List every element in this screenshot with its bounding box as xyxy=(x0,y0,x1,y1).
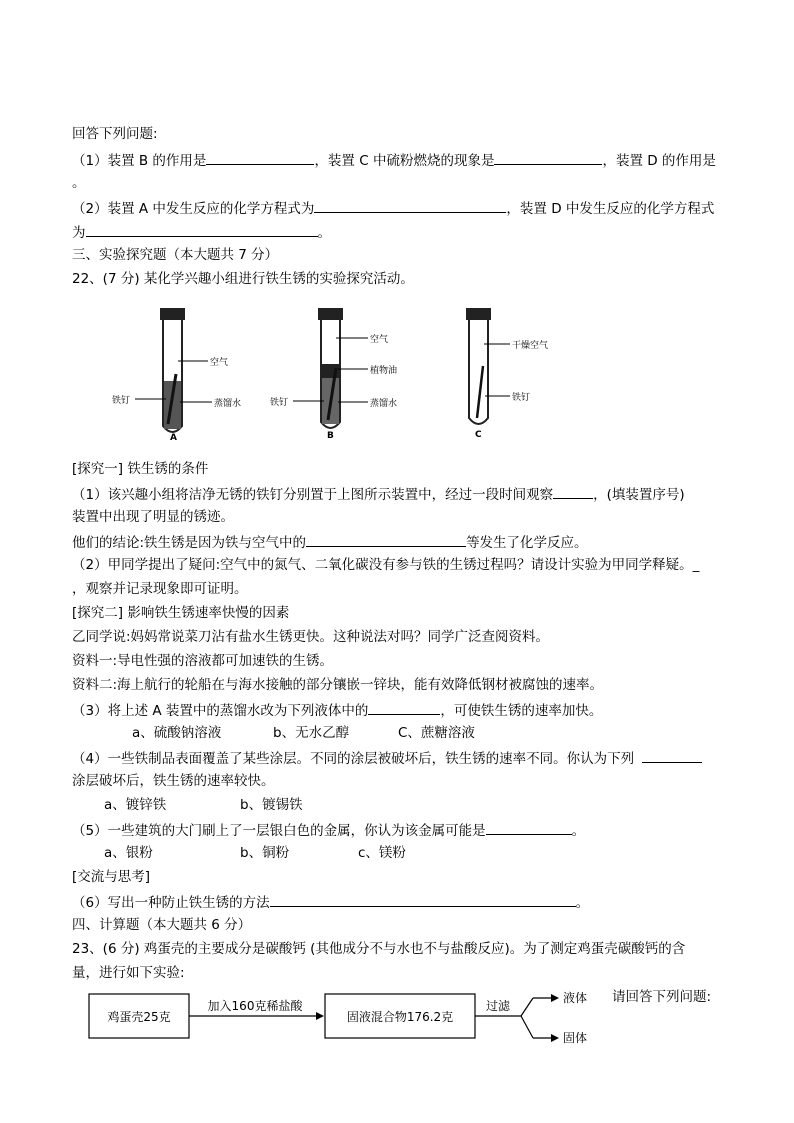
answer-blank[interactable] xyxy=(314,198,506,213)
answer-blank[interactable] xyxy=(486,820,572,835)
tube-a-water-label: 蒸馏水 xyxy=(214,399,242,409)
q4-option-b: b、镀锡铁 xyxy=(240,797,303,813)
flow-output-solid: 固体 xyxy=(563,1031,588,1045)
flow-box-eggshell-label: 鸡蛋壳25克 xyxy=(107,1010,171,1024)
conclusion-line: 他们的结论:铁生锈是因为铁与空气中的 等发生了化学反应。 xyxy=(72,532,588,552)
q22-intro: 22、(7 分) 某化学兴趣小组进行铁生锈的实验探究活动。 xyxy=(72,271,414,287)
flow-box-mixture-label: 固液混合物176.2克 xyxy=(346,1010,454,1024)
section3-title: 三、实验探究题（本大题共 7 分） xyxy=(72,247,279,263)
tube-a xyxy=(112,308,241,443)
tube-c-nail-label: 铁钉 xyxy=(512,393,531,403)
explore1-heading: [探究一] 铁生锈的条件 xyxy=(72,461,209,477)
q3-option-b: b、无水乙醇 xyxy=(273,725,350,741)
q23-intro: 23、(6 分) 鸡蛋壳的主要成分是碳酸钙 (其他成分不与水也不与盐酸反应)。为了测定鸡蛋壳碳酸钙的含 xyxy=(72,941,686,957)
q3-line: （3）将上述 A 装置中的蒸馏水改为下列液体中的 ，可使铁生锈的速率加快。 xyxy=(72,700,602,720)
tube-c-letter: C xyxy=(475,430,482,440)
exchange-heading: [交流与思考] xyxy=(72,869,151,885)
q5-line: （5）一些建筑的大门刷上了一层银白色的金属，你认为该金属可能是 。 xyxy=(72,820,585,840)
explore1-q2-cont: ，观察并记录现象即可证明。 xyxy=(72,581,248,597)
q5-option-a: a、银粉 xyxy=(104,845,153,861)
reference-1: 资料一:导电性强的溶液都可加速铁的生锈。 xyxy=(72,653,334,669)
q21-intro: 回答下列问题: xyxy=(72,126,158,142)
tube-c-air-label: 干燥空气 xyxy=(512,341,549,351)
q21-part1-end: 。 xyxy=(72,175,86,191)
tube-a-air-label: 空气 xyxy=(210,358,229,368)
answer-blank[interactable] xyxy=(368,700,440,715)
tube-b-water-label: 蒸馏水 xyxy=(370,399,398,409)
answer-blank[interactable] xyxy=(270,892,576,907)
tube-b-letter: B xyxy=(327,431,334,441)
q5-option-c: c、镁粉 xyxy=(358,845,406,861)
q21-part2: （2）装置 A 中发生反应的化学方程式为 ，装置 D 中发生反应的化学方程式 xyxy=(72,198,714,218)
answer-blank[interactable] xyxy=(642,748,702,763)
answer-blank[interactable] xyxy=(553,484,593,499)
q3-option-c: C、蔗糖溶液 xyxy=(398,725,475,741)
flow-output-liquid: 液体 xyxy=(563,991,588,1005)
answer-blank[interactable] xyxy=(86,222,318,237)
q5-option-b: b、铜粉 xyxy=(240,845,290,861)
please-answer-text: 请回答下列问题: xyxy=(612,989,712,1005)
tube-a-nail-label: 铁钉 xyxy=(112,396,131,406)
tube-b-air-label: 空气 xyxy=(370,335,389,345)
q3-option-a: a、硫酸钠溶液 xyxy=(132,725,222,741)
experiment-flow-diagram xyxy=(85,990,615,1052)
q4-option-a: a、镀锌铁 xyxy=(104,797,167,813)
q23-intro-cont: 量，进行如下实验: xyxy=(72,965,185,981)
explore1-q2: （2）甲同学提出了疑问:空气中的氮气、二氧化碳没有参与铁的生锈过程吗？请设计实验为甲同学释疑。_ xyxy=(72,557,700,573)
flow-arrow-1-label: 加入160克稀盐酸 xyxy=(207,999,303,1013)
explore1-q1-cont: 装置中出现了明显的锈迹。 xyxy=(72,509,234,525)
test-tube-figure xyxy=(100,306,600,444)
answer-blank[interactable] xyxy=(306,532,466,547)
explore1-q1: （1）该兴趣小组将洁净无锈的铁钉分别置于上图所示装置中，经过一段时间观察 ，(填装置序号) xyxy=(72,484,685,504)
section4-title: 四、计算题（本大题共 6 分） xyxy=(72,917,252,933)
q4-line-cont: 涂层破坏后，铁生锈的速率较快。 xyxy=(72,773,275,789)
q21-part1: （1）装置 B 的作用是 ，装置 C 中硫粉燃烧的现象是 ，装置 D 的作用是 xyxy=(72,150,716,170)
tube-a-letter: A xyxy=(170,433,177,443)
explore2-heading: [探究二] 影响铁生锈速率快慢的因素 xyxy=(72,605,290,621)
q4-line: （4）一些铁制品表面覆盖了某些涂层。不同的涂层被破坏后，铁生锈的速率不同。你认为下列 xyxy=(72,748,702,768)
tube-b-nail-label: 铁钉 xyxy=(270,398,289,408)
student-yi-text: 乙同学说:妈妈常说菜刀沾有盐水生锈更快。这种说法对吗？同学广泛查阅资料。 xyxy=(72,629,550,645)
answer-blank[interactable] xyxy=(494,150,602,165)
flow-arrow-2-label: 过滤 xyxy=(485,999,511,1013)
q21-part2-cont: 为 。 xyxy=(72,222,331,242)
tube-b-oil-label: 植物油 xyxy=(370,366,398,376)
reference-2: 资料二:海上航行的轮船在与海水接触的部分镶嵌一锌块，能有效降低钢材被腐蚀的速率。 xyxy=(72,677,604,693)
answer-blank[interactable] xyxy=(206,150,314,165)
tube-b xyxy=(270,308,397,441)
q6-line: （6）写出一种防止铁生锈的方法 。 xyxy=(72,892,589,912)
tube-c xyxy=(466,308,548,440)
